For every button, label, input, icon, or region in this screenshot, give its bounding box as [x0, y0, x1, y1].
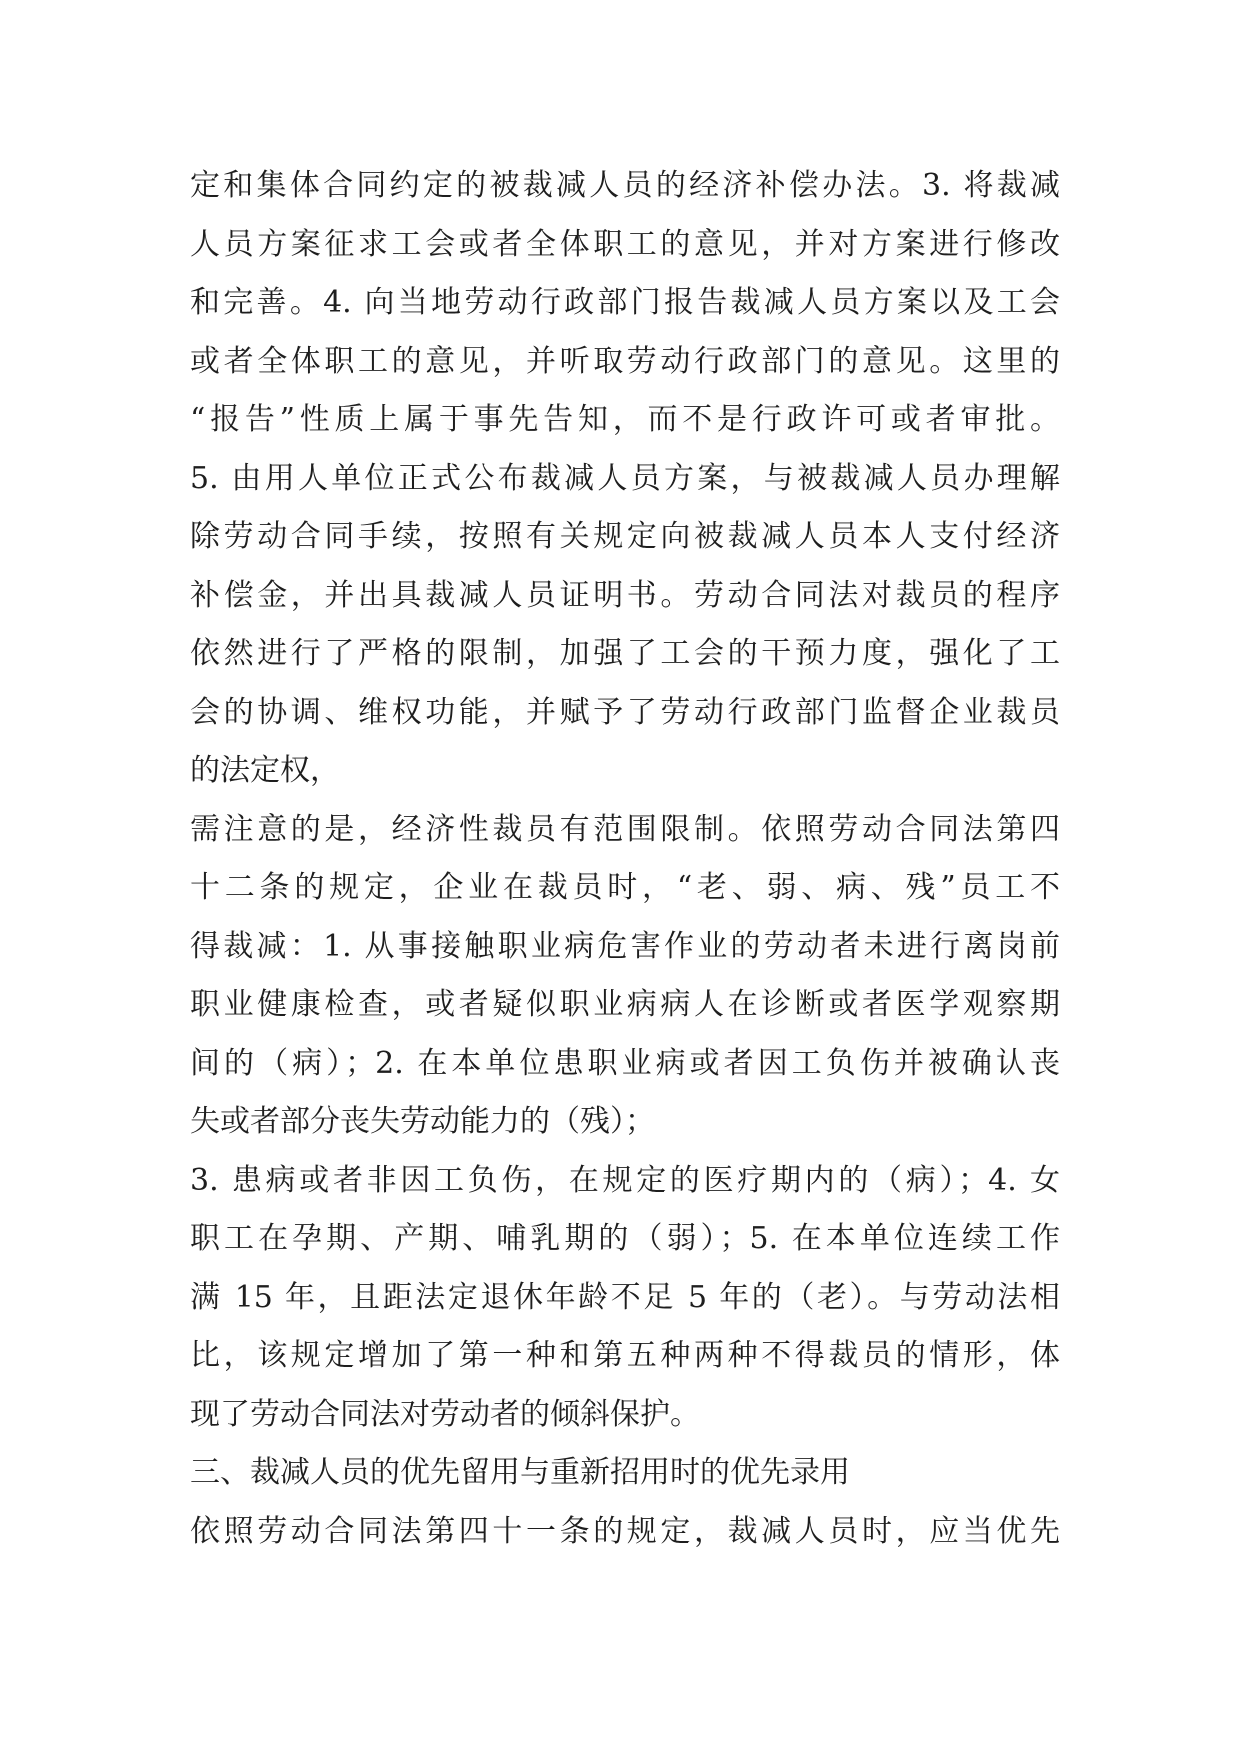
text-line: 依照劳动合同法第四十一条的规定，裁减人员时，应当优先	[190, 1513, 1060, 1549]
section-heading: 三、裁减人员的优先留用与重新招用时的优先录用	[190, 1455, 850, 1490]
text-line: 职业健康检查，或者疑似职业病病人在诊断或者医学观察期	[190, 987, 1060, 1022]
body-text	[190, 157, 1060, 1561]
text-line: 定和集体合同约定的被裁减人员的经济补偿办法。3. 将裁减	[190, 168, 1060, 203]
text-line: 需注意的是，经济性裁员有范围限制。依照劳动合同法第四	[190, 811, 1060, 847]
text-line: 职工在孕期、产期、哺乳期的（弱）；5. 在本单位连续工作	[190, 1221, 1060, 1256]
text-line: 依然进行了严格的限制，加强了工会的干预力度，强化了工	[190, 636, 1060, 671]
text-line: 5. 由用人单位正式公布裁减人员方案，与被裁减人员办理解	[190, 460, 1060, 496]
text-line: 现了劳动合同法对劳动者的倾斜保护。	[190, 1396, 700, 1432]
text-line: 会的协调、维权功能，并赋予了劳动行政部门监督企业裁员	[190, 694, 1060, 730]
text-line: 间的（病）；2. 在本单位患职业病或者因工负伤并被确认丧	[190, 1045, 1060, 1081]
text-line: “报告”性质上属于事先告知，而不是行政许可或者审批。	[190, 402, 1060, 437]
text-line: 和完善。4. 向当地劳动行政部门报告裁减人员方案以及工会	[190, 285, 1060, 320]
text-line: 人员方案征求工会或者全体职工的意见，并对方案进行修改	[190, 226, 1060, 262]
text-line: 比，该规定增加了第一种和第五种两种不得裁员的情形，体	[190, 1338, 1060, 1373]
text-line: 补偿金，并出具裁减人员证明书。劳动合同法对裁员的程序	[190, 577, 1060, 613]
text-line: 除劳动合同手续，按照有关规定向被裁减人员本人支付经济	[190, 519, 1060, 554]
text-line: 失或者部分丧失劳动能力的（残）；	[190, 1104, 655, 1139]
text-line: 或者全体职工的意见，并听取劳动行政部门的意见。这里的	[190, 343, 1060, 379]
text-line: 满 15 年，且距法定退休年龄不足 5 年的（老）。与劳动法相	[190, 1279, 1060, 1315]
text-line: 的法定权，	[190, 753, 340, 788]
text-line: 3. 患病或者非因工负伤，在规定的医疗期内的（病）；4. 女	[190, 1162, 1060, 1198]
text-line: 十二条的规定，企业在裁员时，“老、弱、病、残”员工不	[190, 870, 1060, 905]
text-line: 得裁减：1. 从事接触职业病危害作业的劳动者未进行离岗前	[190, 928, 1060, 964]
